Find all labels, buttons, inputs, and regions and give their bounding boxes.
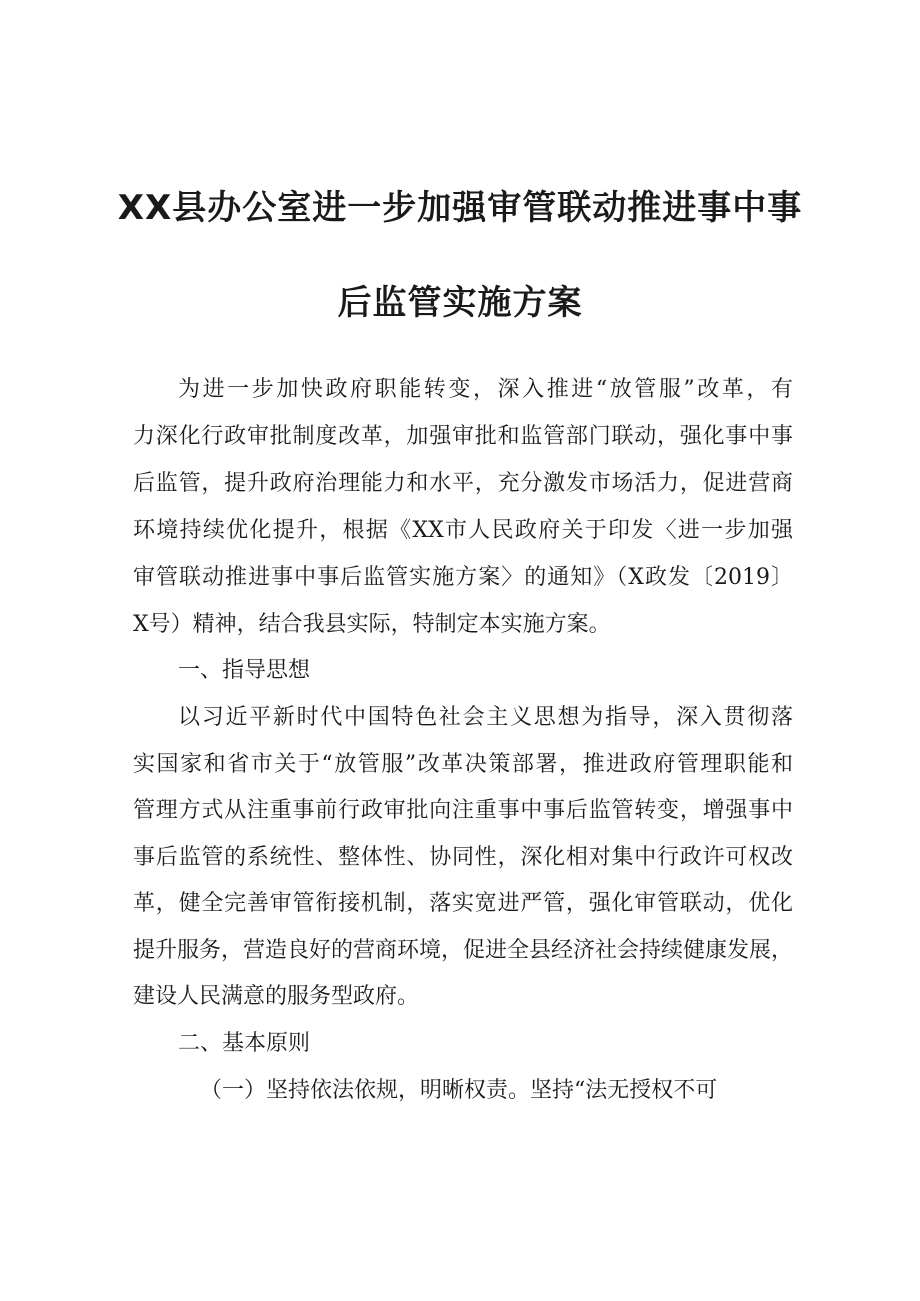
intro-line-3: 后监管，提升政府治理能力和水平，充分激发市场活力，促进营商 [133,471,793,496]
section-1-line-6: 提升服务，营造良好的营商环境，促进全县经济社会持续健康发展， [133,938,794,963]
section-1-line-5: 革，健全完善审管衔接机制，落实宽进严管，强化审管联动，优化 [133,891,793,916]
intro-line-1: 为进一步加快政府职能转变，深入推进“放管服”改革，有 [178,377,793,402]
intro-line-5: 审管联动推进事中事后监管实施方案〉的通知》（X政发〔2019〕 [133,565,793,590]
section-2-line-1: （一）坚持依法依规，明晰权责。坚持“法无授权不可 [200,1078,718,1103]
document-title-line-1: XX县办公室进一步加强审管联动推进事中事 [117,188,803,228]
document-title-line-2: 后监管实施方案 [337,283,583,323]
section-1-line-1: 以习近平新时代中国特色社会主义思想为指导，深入贯彻落 [178,705,793,730]
section-1-line-7: 建设人民满意的服务型政府。 [133,984,420,1009]
section-1-line-2: 实国家和省市关于“放管服”改革决策部署，推进政府管理职能和 [133,752,793,777]
intro-line-4: 环境持续优化提升，根据《XX市人民政府关于印发〈进一步加强 [133,518,793,543]
intro-line-6: X号）精神，结合我县实际，特制定本实施方案。 [133,612,611,637]
section-1-heading: 一、指导思想 [178,658,311,683]
section-2-heading: 二、基本原则 [178,1031,311,1056]
section-1-line-3: 管理方式从注重事前行政审批向注重事中事后监管转变，增强事中 [133,798,793,823]
intro-line-2: 力深化行政审批制度改革，加强审批和监管部门联动，强化事中事 [133,424,793,449]
section-1-line-4: 事后监管的系统性、整体性、协同性，深化相对集中行政许可权改 [133,845,793,870]
